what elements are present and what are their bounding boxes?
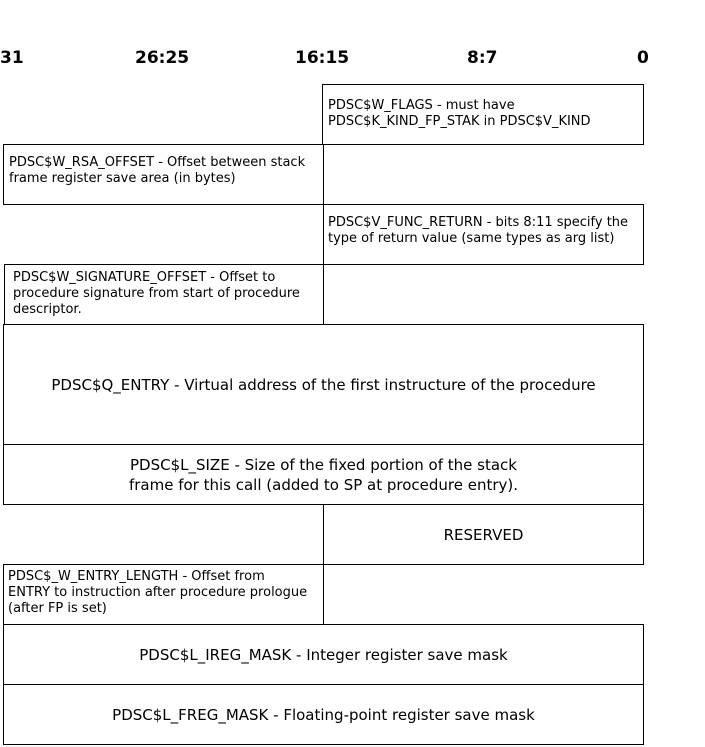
field-ireg-mask xyxy=(3,624,644,685)
field-size-text: PDSC$L_SIZE - Size of the fixed portion of the stack frame for this call (added to SP at procedure entry). xyxy=(128,455,519,494)
field-flags xyxy=(322,84,644,145)
field-size xyxy=(3,444,644,505)
field-freg-mask-text: PDSC$L_FREG_MASK - Floating-point register save mask xyxy=(112,705,535,724)
field-func-return xyxy=(323,204,644,265)
field-entry xyxy=(3,324,644,445)
field-flags-text: PDSC$W_FLAGS - must have PDSC$K_KIND_FP_STAK in PDSC$V_KIND xyxy=(328,98,591,129)
bit-label-16-15: 16:15 xyxy=(295,48,350,68)
bit-label-8-7: 8:7 xyxy=(467,48,498,68)
field-entry-text: PDSC$Q_ENTRY - Virtual address of the first instructure of the procedure xyxy=(51,375,596,394)
field-signature-offset xyxy=(4,264,324,325)
bit-label-0: 0 xyxy=(637,48,649,68)
field-reserved-text: RESERVED xyxy=(443,525,524,544)
bit-label-31: 31 xyxy=(0,48,24,68)
field-ireg-mask-text: PDSC$L_IREG_MASK - Integer register save mask xyxy=(139,645,508,664)
field-freg-mask xyxy=(3,684,644,745)
field-func-return-text: PDSC$V_FUNC_RETURN - bits 8:11 specify the type of return value (same types as arg list) xyxy=(328,215,629,246)
field-signature-offset-text: PDSC$W_SIGNATURE_OFFSET - Offset to procedure signature from start of procedure descriptor. xyxy=(13,270,300,317)
field-entry-length-text: PDSC$_W_ENTRY_LENGTH - Offset from ENTRY to instruction after procedure prologue (after FP is set) xyxy=(8,569,308,616)
field-rsa-offset-text: PDSC$W_RSA_OFFSET - Offset between stack frame register save area (in bytes) xyxy=(9,155,306,186)
field-reserved xyxy=(323,504,644,565)
field-rsa-offset xyxy=(3,144,324,205)
field-entry-length xyxy=(3,564,324,625)
bit-label-26-25: 26:25 xyxy=(135,48,190,68)
